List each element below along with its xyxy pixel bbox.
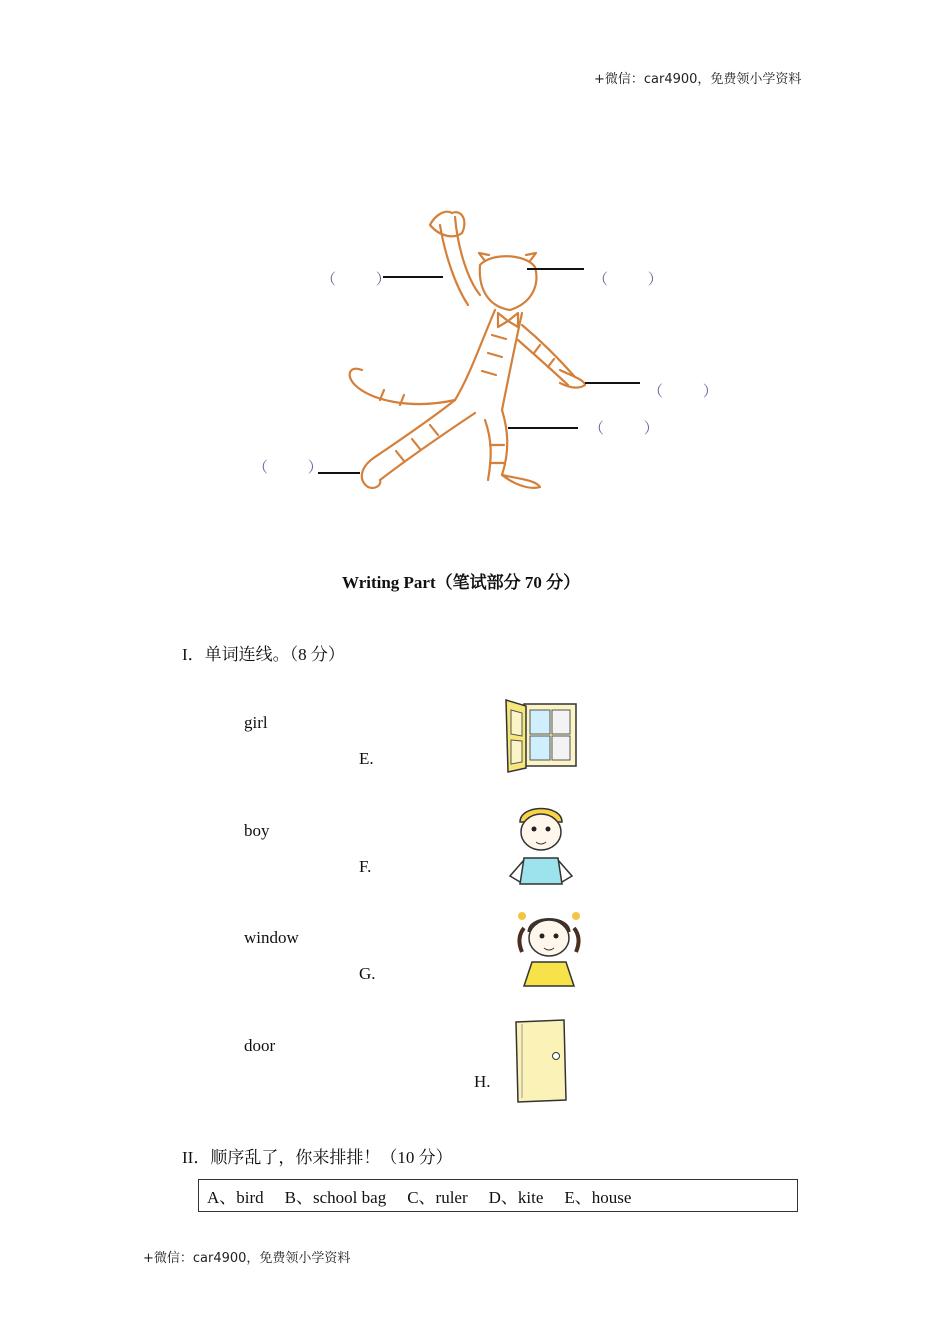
writing-part-title: Writing Part（笔试部分 70 分）: [342, 573, 581, 592]
footer-contact: +微信：car4900，免费领小学资料: [143, 1251, 351, 1266]
word-window: window: [244, 928, 299, 947]
section-2-heading: II．顺序乱了，你来排排！（10 分）: [182, 1148, 453, 1167]
letter-f: F.: [359, 857, 372, 876]
girl-icon: [508, 906, 590, 988]
window-icon: [502, 698, 582, 772]
answer-paren-1: （ ）: [321, 272, 409, 288]
options-box: [198, 1179, 798, 1212]
answer-paren-2: （ ）: [593, 272, 681, 288]
answer-paren-5: （ ）: [253, 460, 341, 476]
door-icon: [512, 1018, 570, 1104]
answer-paren-3: （ ）: [648, 384, 736, 400]
option-b: B、school bag: [284, 1188, 387, 1207]
word-door: door: [244, 1036, 276, 1055]
letter-e: E.: [359, 749, 374, 768]
answer-paren-4: （ ）: [589, 421, 677, 437]
word-girl: girl: [244, 713, 268, 732]
letter-g: G.: [359, 964, 376, 983]
section-1-heading: I．单词连线。（8 分）: [182, 645, 345, 664]
option-c: C、ruler: [407, 1188, 468, 1207]
header-contact: +微信：car4900，免费领小学资料: [594, 72, 802, 87]
letter-h: H.: [474, 1072, 491, 1091]
boy-icon: [506, 798, 578, 888]
option-d: D、kite: [488, 1188, 544, 1207]
option-e: E、house: [564, 1188, 632, 1207]
word-boy: boy: [244, 821, 270, 840]
option-a: A、bird: [207, 1188, 264, 1207]
